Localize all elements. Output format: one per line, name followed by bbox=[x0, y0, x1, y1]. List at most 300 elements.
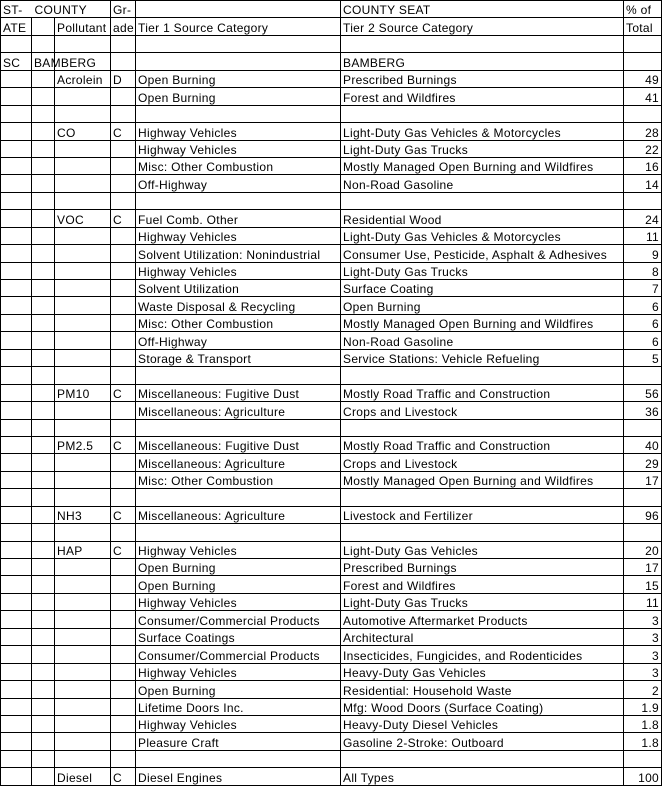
county-cell bbox=[32, 750, 55, 767]
table-row bbox=[1, 471, 662, 488]
pollutant-cell bbox=[55, 611, 111, 628]
table-row bbox=[1, 646, 662, 663]
pollutant-cell: HAP bbox=[55, 541, 111, 558]
percent-total-cell: 14 bbox=[624, 175, 662, 192]
grade-cell bbox=[111, 262, 136, 279]
grade-cell bbox=[111, 419, 136, 436]
percent-total-cell: 3 bbox=[624, 663, 662, 680]
table-row bbox=[1, 454, 662, 471]
tier2-category-cell: Light-Duty Gas Vehicles & Motorcycles bbox=[341, 227, 624, 244]
grade-cell bbox=[111, 280, 136, 297]
county-cell bbox=[32, 280, 55, 297]
tier1-category-cell bbox=[136, 419, 341, 436]
percent-total-cell: 40 bbox=[624, 436, 662, 453]
percent-total-cell: 1.8 bbox=[624, 715, 662, 732]
tier2-category-cell: Light-Duty Gas Vehicles bbox=[341, 541, 624, 558]
percent-total-cell: 6 bbox=[624, 297, 662, 314]
table-row bbox=[1, 367, 662, 384]
pollutant-cell bbox=[55, 349, 111, 366]
table-row bbox=[1, 628, 662, 645]
pollutant-cell bbox=[55, 646, 111, 663]
table-row bbox=[1, 524, 662, 541]
tier2-category-cell: Non-Road Gasoline bbox=[341, 332, 624, 349]
state-cell bbox=[1, 663, 32, 680]
table-row bbox=[1, 698, 662, 715]
county-cell bbox=[32, 489, 55, 506]
grade-cell bbox=[111, 157, 136, 174]
county-cell bbox=[32, 367, 55, 384]
grade-cell bbox=[111, 297, 136, 314]
tier1-category-cell: Highway Vehicles bbox=[136, 593, 341, 610]
pollutant-cell bbox=[55, 105, 111, 122]
table-row bbox=[1, 768, 662, 785]
state-cell bbox=[1, 402, 32, 419]
tier2-category-cell: Prescribed Burnings bbox=[341, 70, 624, 87]
grade-cell bbox=[111, 611, 136, 628]
pollutant-cell bbox=[55, 402, 111, 419]
table-row bbox=[1, 314, 662, 331]
tier1-category-cell: Solvent Utilization: Nonindustrial bbox=[136, 245, 341, 262]
grade-cell bbox=[111, 471, 136, 488]
state-cell bbox=[1, 611, 32, 628]
pollutant-cell bbox=[55, 454, 111, 471]
county-cell bbox=[32, 140, 55, 157]
grade-cell bbox=[111, 524, 136, 541]
state-cell bbox=[1, 280, 32, 297]
percent-total-cell: 3 bbox=[624, 628, 662, 645]
percent-total-cell: 49 bbox=[624, 70, 662, 87]
state-cell bbox=[1, 471, 32, 488]
state-cell bbox=[1, 733, 32, 750]
county-cell bbox=[32, 70, 55, 87]
tier2-category-cell: Mostly Managed Open Burning and Wildfires bbox=[341, 314, 624, 331]
table-row bbox=[1, 576, 662, 593]
pollutant-cell bbox=[55, 576, 111, 593]
tier1-category-cell: Open Burning bbox=[136, 88, 341, 105]
grade-cell bbox=[111, 332, 136, 349]
county-cell bbox=[32, 210, 55, 227]
grade-cell bbox=[111, 576, 136, 593]
header-county: COUNTY bbox=[33, 1, 89, 18]
tier2-category-cell: Heavy-Duty Diesel Vehicles bbox=[341, 715, 624, 732]
state-cell bbox=[1, 332, 32, 349]
tier2-category-cell: Mostly Managed Open Burning and Wildfires bbox=[341, 471, 624, 488]
tier1-category-cell: Misc: Other Combustion bbox=[136, 314, 341, 331]
percent-total-cell bbox=[624, 489, 662, 506]
table-row bbox=[1, 384, 662, 401]
county-cell bbox=[32, 681, 55, 698]
county-cell bbox=[32, 733, 55, 750]
percent-total-cell: 29 bbox=[624, 454, 662, 471]
percent-total-cell: 5 bbox=[624, 349, 662, 366]
pollutant-cell bbox=[55, 297, 111, 314]
percent-total-cell: 100 bbox=[624, 768, 662, 785]
state-cell bbox=[1, 157, 32, 174]
county-cell bbox=[32, 715, 55, 732]
table-row bbox=[1, 297, 662, 314]
pollutant-cell bbox=[55, 715, 111, 732]
state-cell bbox=[1, 175, 32, 192]
tier2-category-cell: Mostly Road Traffic and Construction bbox=[341, 436, 624, 453]
state-cell bbox=[1, 454, 32, 471]
percent-total-cell: 9 bbox=[624, 245, 662, 262]
percent-total-cell: 6 bbox=[624, 332, 662, 349]
table-row bbox=[1, 53, 662, 70]
table-row bbox=[1, 280, 662, 297]
county-cell bbox=[32, 524, 55, 541]
table-row bbox=[1, 506, 662, 523]
tier2-category-cell bbox=[341, 105, 624, 122]
header-total: Total bbox=[624, 18, 662, 35]
grade-cell bbox=[111, 105, 136, 122]
tier1-category-cell: Highway Vehicles bbox=[136, 123, 341, 140]
grade-cell bbox=[111, 35, 136, 52]
tier2-category-cell bbox=[341, 489, 624, 506]
county-cell bbox=[32, 262, 55, 279]
tier2-category-cell bbox=[341, 192, 624, 209]
pollutant-cell bbox=[55, 628, 111, 645]
pollutant-cell bbox=[55, 559, 111, 576]
table-row bbox=[1, 35, 662, 52]
grade-cell bbox=[111, 628, 136, 645]
tier2-category-cell: Residential Wood bbox=[341, 210, 624, 227]
county-cell bbox=[32, 35, 55, 52]
table-row bbox=[1, 750, 662, 767]
tier1-category-cell: Fuel Comb. Other bbox=[136, 210, 341, 227]
percent-total-cell: 7 bbox=[624, 280, 662, 297]
county-cell bbox=[32, 541, 55, 558]
pollutant-cell: Acrolein bbox=[55, 70, 111, 87]
grade-cell bbox=[111, 663, 136, 680]
percent-total-cell bbox=[624, 419, 662, 436]
percent-total-cell bbox=[624, 524, 662, 541]
percent-total-cell: 20 bbox=[624, 541, 662, 558]
county-cell bbox=[32, 471, 55, 488]
grade-cell bbox=[111, 367, 136, 384]
tier2-category-cell: Crops and Livestock bbox=[341, 454, 624, 471]
county-cell bbox=[32, 576, 55, 593]
tier1-category-cell bbox=[136, 105, 341, 122]
tier1-category-cell: Miscellaneous: Fugitive Dust bbox=[136, 384, 341, 401]
state-cell bbox=[1, 88, 32, 105]
tier2-category-cell: Consumer Use, Pesticide, Asphalt & Adhesives bbox=[341, 245, 624, 262]
grade-cell bbox=[111, 175, 136, 192]
percent-total-cell bbox=[624, 35, 662, 52]
tier1-category-cell: Diesel Engines bbox=[136, 768, 341, 785]
table-row bbox=[1, 123, 662, 140]
percent-total-cell: 22 bbox=[624, 140, 662, 157]
pollutant-cell bbox=[55, 593, 111, 610]
state-cell bbox=[1, 367, 32, 384]
pollutant-cell: PM10 bbox=[55, 384, 111, 401]
grade-cell bbox=[111, 681, 136, 698]
pollutant-cell bbox=[55, 367, 111, 384]
tier2-category-cell bbox=[341, 524, 624, 541]
table-row bbox=[1, 210, 662, 227]
percent-total-cell bbox=[624, 192, 662, 209]
header-county-seat: COUNTY SEAT bbox=[341, 1, 624, 18]
state-cell bbox=[1, 750, 32, 767]
tier1-category-cell: Highway Vehicles bbox=[136, 227, 341, 244]
tier1-category-cell: Surface Coatings bbox=[136, 628, 341, 645]
table-row bbox=[1, 88, 662, 105]
table-row bbox=[1, 262, 662, 279]
grade-cell: C bbox=[111, 210, 136, 227]
tier2-category-cell bbox=[341, 367, 624, 384]
county-cell bbox=[32, 559, 55, 576]
state-cell bbox=[1, 210, 32, 227]
percent-total-cell: 8 bbox=[624, 262, 662, 279]
county-cell bbox=[32, 698, 55, 715]
percent-total-cell: 17 bbox=[624, 559, 662, 576]
table-row bbox=[1, 715, 662, 732]
tier2-category-cell: Open Burning bbox=[341, 297, 624, 314]
state-cell bbox=[1, 297, 32, 314]
county-cell bbox=[32, 768, 55, 785]
header-row-2 bbox=[1, 18, 662, 35]
grade-cell bbox=[111, 454, 136, 471]
table-row bbox=[1, 541, 662, 558]
state-cell bbox=[1, 436, 32, 453]
table-row bbox=[1, 663, 662, 680]
state-cell bbox=[1, 105, 32, 122]
percent-total-cell: 6 bbox=[624, 314, 662, 331]
state-cell bbox=[1, 593, 32, 610]
percent-total-cell: 2 bbox=[624, 681, 662, 698]
tier1-category-cell bbox=[136, 53, 341, 70]
pollutant-cell bbox=[55, 524, 111, 541]
tier2-category-cell: Crops and Livestock bbox=[341, 402, 624, 419]
state-cell bbox=[1, 559, 32, 576]
grade-cell bbox=[111, 646, 136, 663]
tier1-category-cell: Off-Highway bbox=[136, 175, 341, 192]
percent-total-cell bbox=[624, 750, 662, 767]
grade-cell bbox=[111, 733, 136, 750]
county-cell bbox=[32, 314, 55, 331]
pollutant-cell bbox=[55, 192, 111, 209]
county-cell bbox=[32, 646, 55, 663]
tier2-category-cell: Forest and Wildfires bbox=[341, 576, 624, 593]
table-row bbox=[1, 192, 662, 209]
county-cell bbox=[32, 349, 55, 366]
tier1-category-cell: Miscellaneous: Agriculture bbox=[136, 506, 341, 523]
table-row bbox=[1, 105, 662, 122]
tier1-category-cell: Misc: Other Combustion bbox=[136, 471, 341, 488]
header-county-bottom bbox=[32, 18, 55, 35]
table-row bbox=[1, 70, 662, 87]
header-pollutant: Pollutant bbox=[55, 18, 111, 35]
table-row bbox=[1, 332, 662, 349]
tier1-category-cell: Miscellaneous: Agriculture bbox=[136, 454, 341, 471]
tier2-category-cell: Surface Coating bbox=[341, 280, 624, 297]
pollutant-cell bbox=[55, 489, 111, 506]
pollutant-cell: CO bbox=[55, 123, 111, 140]
grade-cell: D bbox=[111, 70, 136, 87]
state-cell bbox=[1, 576, 32, 593]
county-cell bbox=[32, 157, 55, 174]
pollutant-cell bbox=[55, 663, 111, 680]
county-cell bbox=[32, 593, 55, 610]
table-row bbox=[1, 593, 662, 610]
table-row bbox=[1, 349, 662, 366]
tier1-category-cell bbox=[136, 750, 341, 767]
percent-total-cell: 24 bbox=[624, 210, 662, 227]
county-cell bbox=[32, 123, 55, 140]
table-row bbox=[1, 436, 662, 453]
tier2-category-cell: Mostly Managed Open Burning and Wildfires bbox=[341, 157, 624, 174]
tier2-category-cell: BAMBERG bbox=[341, 53, 624, 70]
county-cell bbox=[32, 419, 55, 436]
header-state-bottom: ATE bbox=[1, 18, 32, 35]
pollutant-cell bbox=[55, 245, 111, 262]
tier1-category-cell: Highway Vehicles bbox=[136, 262, 341, 279]
tier2-category-cell: Forest and Wildfires bbox=[341, 88, 624, 105]
tier1-category-cell bbox=[136, 367, 341, 384]
state-cell bbox=[1, 262, 32, 279]
tier1-category-cell: Open Burning bbox=[136, 681, 341, 698]
tier1-category-cell: Storage & Transport bbox=[136, 349, 341, 366]
state-cell bbox=[1, 35, 32, 52]
tier2-category-cell: Light-Duty Gas Trucks bbox=[341, 593, 624, 610]
state-cell bbox=[1, 349, 32, 366]
tier1-category-cell: Solvent Utilization bbox=[136, 280, 341, 297]
county-cell bbox=[32, 297, 55, 314]
tier1-category-cell: Highway Vehicles bbox=[136, 541, 341, 558]
tier2-category-cell: Mfg: Wood Doors (Surface Coating) bbox=[341, 698, 624, 715]
table-row bbox=[1, 559, 662, 576]
state-cell bbox=[1, 489, 32, 506]
tier2-category-cell: Insecticides, Fungicides, and Rodenticides bbox=[341, 646, 624, 663]
tier1-category-cell: Miscellaneous: Fugitive Dust bbox=[136, 436, 341, 453]
county-cell bbox=[32, 628, 55, 645]
grade-cell bbox=[111, 314, 136, 331]
pollutant-cell bbox=[55, 262, 111, 279]
tier2-category-cell: Livestock and Fertilizer bbox=[341, 506, 624, 523]
table-row bbox=[1, 227, 662, 244]
state-cell bbox=[1, 715, 32, 732]
table-row bbox=[1, 245, 662, 262]
tier2-category-cell bbox=[341, 35, 624, 52]
grade-cell bbox=[111, 593, 136, 610]
pollutant-cell bbox=[55, 471, 111, 488]
pollutant-cell bbox=[55, 314, 111, 331]
percent-total-cell: 11 bbox=[624, 593, 662, 610]
tier2-category-cell: Automotive Aftermarket Products bbox=[341, 611, 624, 628]
county-cell bbox=[32, 88, 55, 105]
state-cell bbox=[1, 681, 32, 698]
table-row bbox=[1, 175, 662, 192]
tier2-category-cell: Mostly Road Traffic and Construction bbox=[341, 384, 624, 401]
state-cell bbox=[1, 524, 32, 541]
tier2-category-cell: Gasoline 2-Stroke: Outboard bbox=[341, 733, 624, 750]
state-cell bbox=[1, 192, 32, 209]
tier1-category-cell: Misc: Other Combustion bbox=[136, 157, 341, 174]
percent-total-cell bbox=[624, 53, 662, 70]
pollutant-cell bbox=[55, 698, 111, 715]
tier2-category-cell: Light-Duty Gas Trucks bbox=[341, 140, 624, 157]
county-cell bbox=[32, 454, 55, 471]
state-cell bbox=[1, 314, 32, 331]
county-cell bbox=[32, 436, 55, 453]
state-cell bbox=[1, 70, 32, 87]
grade-cell: C bbox=[111, 768, 136, 785]
tier1-category-cell: Open Burning bbox=[136, 70, 341, 87]
header-tier2: Tier 2 Source Category bbox=[341, 18, 624, 35]
grade-cell bbox=[111, 88, 136, 105]
pollutant-cell bbox=[55, 227, 111, 244]
tier1-category-cell bbox=[136, 524, 341, 541]
county-cell bbox=[32, 611, 55, 628]
state-cell bbox=[1, 123, 32, 140]
tier2-category-cell: Architectural bbox=[341, 628, 624, 645]
grade-cell bbox=[111, 349, 136, 366]
table-row bbox=[1, 402, 662, 419]
grade-cell bbox=[111, 227, 136, 244]
percent-total-cell: 36 bbox=[624, 402, 662, 419]
county-cell: BAMBERG bbox=[32, 53, 55, 70]
tier2-category-cell bbox=[341, 419, 624, 436]
header-state-top: ST- bbox=[1, 1, 55, 18]
grade-cell: C bbox=[111, 436, 136, 453]
tier1-category-cell: Open Burning bbox=[136, 576, 341, 593]
grade-cell: C bbox=[111, 123, 136, 140]
tier1-category-cell: Waste Disposal & Recycling bbox=[136, 297, 341, 314]
header-grade-bottom: ade bbox=[111, 18, 136, 35]
tier1-category-cell: Consumer/Commercial Products bbox=[136, 611, 341, 628]
percent-total-cell bbox=[624, 367, 662, 384]
pollutant-cell bbox=[55, 175, 111, 192]
tier2-category-cell: All Types bbox=[341, 768, 624, 785]
grade-cell bbox=[111, 559, 136, 576]
state-cell bbox=[1, 506, 32, 523]
grade-cell: C bbox=[111, 506, 136, 523]
percent-total-cell: 15 bbox=[624, 576, 662, 593]
tier1-category-cell bbox=[136, 192, 341, 209]
percent-total-cell: 28 bbox=[624, 123, 662, 140]
state-cell bbox=[1, 646, 32, 663]
pollutant-cell: NH3 bbox=[55, 506, 111, 523]
tier1-category-cell: Highway Vehicles bbox=[136, 663, 341, 680]
percent-total-cell: 16 bbox=[624, 157, 662, 174]
percent-total-cell: 1.8 bbox=[624, 733, 662, 750]
grade-cell bbox=[111, 53, 136, 70]
grade-cell bbox=[111, 750, 136, 767]
table-row bbox=[1, 419, 662, 436]
pollutant-cell: PM2.5 bbox=[55, 436, 111, 453]
pollutant-cell bbox=[55, 140, 111, 157]
table-row bbox=[1, 157, 662, 174]
tier1-category-cell: Highway Vehicles bbox=[136, 715, 341, 732]
county-cell bbox=[32, 663, 55, 680]
tier2-category-cell: Light-Duty Gas Vehicles & Motorcycles bbox=[341, 123, 624, 140]
county-cell bbox=[32, 192, 55, 209]
county-cell bbox=[32, 105, 55, 122]
state-cell bbox=[1, 698, 32, 715]
county-cell bbox=[32, 402, 55, 419]
tier2-category-cell: Non-Road Gasoline bbox=[341, 175, 624, 192]
county-cell bbox=[32, 227, 55, 244]
county-cell bbox=[32, 384, 55, 401]
state-cell bbox=[1, 628, 32, 645]
pollutant-cell bbox=[55, 280, 111, 297]
grade-cell bbox=[111, 715, 136, 732]
tier2-category-cell: Heavy-Duty Gas Vehicles bbox=[341, 663, 624, 680]
grade-cell bbox=[111, 698, 136, 715]
header-tier1: Tier 1 Source Category bbox=[136, 18, 341, 35]
grade-cell: C bbox=[111, 541, 136, 558]
table-row bbox=[1, 733, 662, 750]
state-cell bbox=[1, 245, 32, 262]
